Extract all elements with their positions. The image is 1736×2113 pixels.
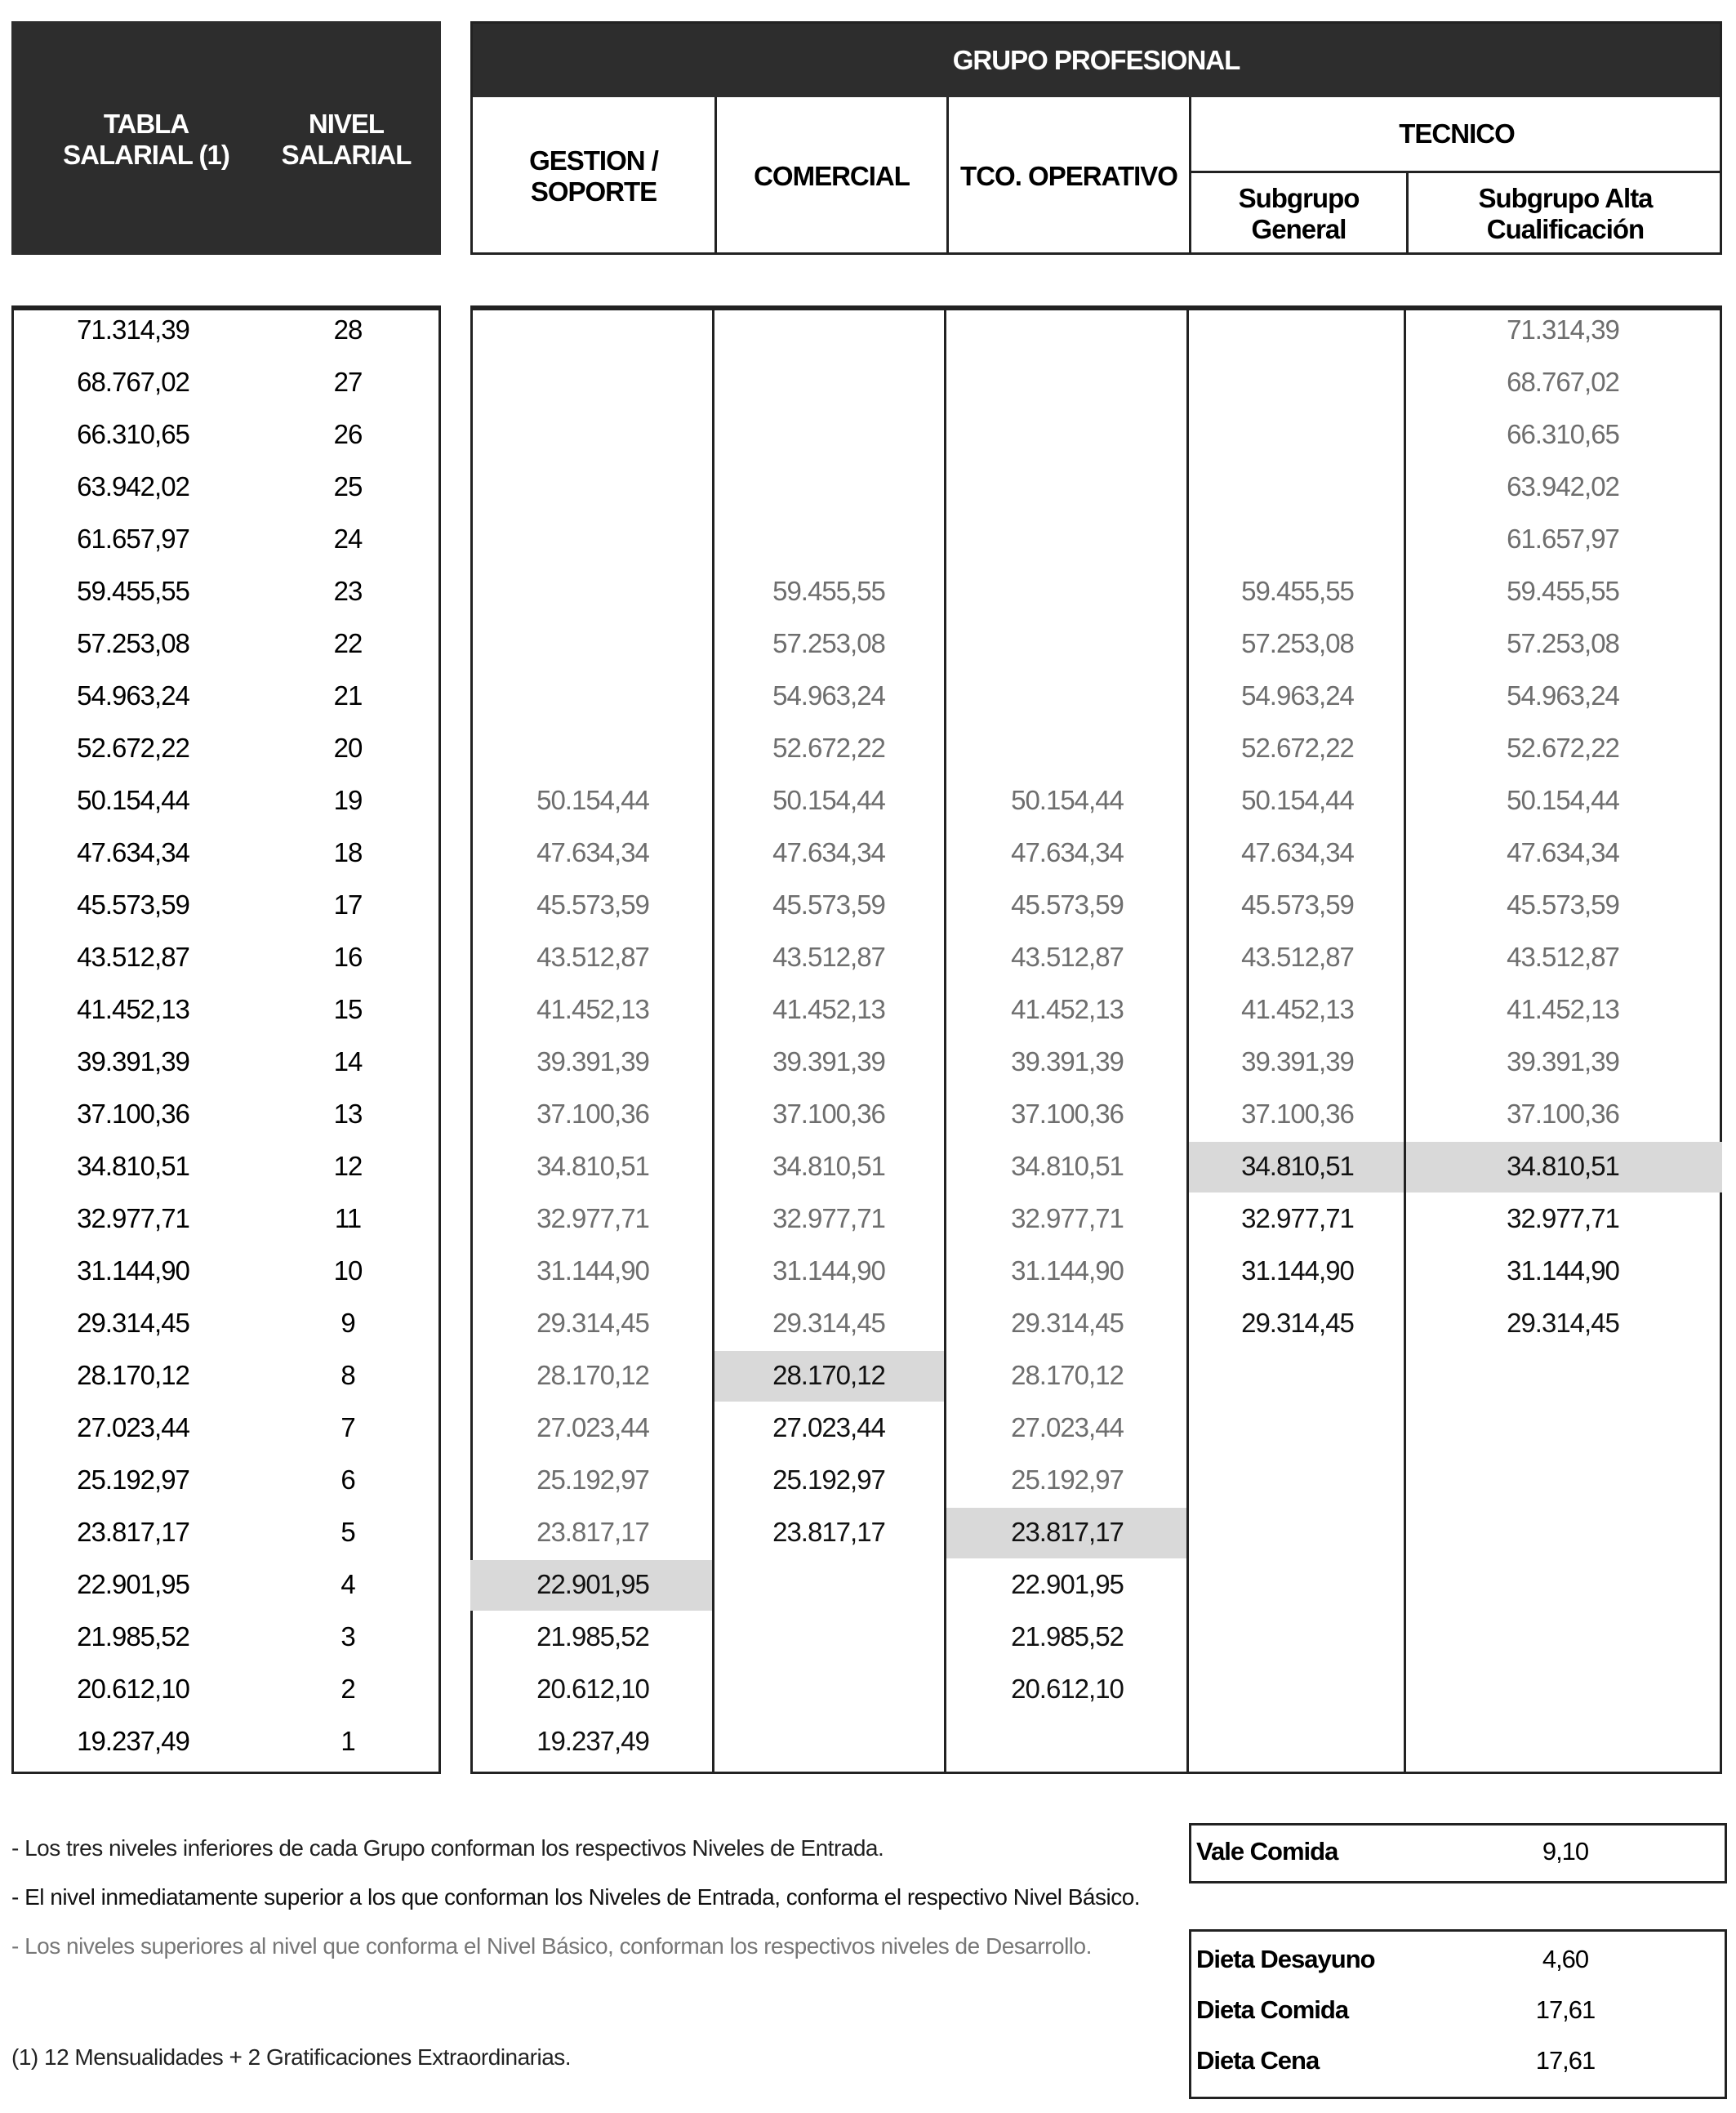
cell-tco-operativo: 47.634,34 bbox=[1011, 837, 1124, 867]
cell-subgrupo-alta: 39.391,39 bbox=[1507, 1046, 1619, 1077]
cell-subgrupo-general: 31.144,90 bbox=[1241, 1255, 1354, 1286]
cell-tabla-salarial: 37.100,36 bbox=[77, 1099, 189, 1129]
cell-subgrupo-general: 47.634,34 bbox=[1241, 837, 1354, 867]
cell-gestion: 41.452,13 bbox=[536, 994, 649, 1024]
dieta-cena-label: Dieta Cena bbox=[1196, 2046, 1320, 2075]
cell-subgrupo-alta bbox=[1457, 1715, 1669, 1768]
cell-nivel-salarial: 4 bbox=[341, 1569, 355, 1599]
cell-comercial: 43.512,87 bbox=[772, 942, 885, 972]
note-entry-levels: - Los tres niveles inferiores de cada Grupo conforman los respectivos Niveles de Entrada. bbox=[11, 1835, 884, 1861]
cell-nivel-salarial: 11 bbox=[334, 1203, 362, 1233]
cell-subgrupo-general bbox=[1191, 1402, 1404, 1454]
cell-subgrupo-general: 41.452,13 bbox=[1241, 994, 1354, 1024]
cell-subgrupo-general bbox=[1191, 513, 1404, 565]
cell-nivel-salarial: 7 bbox=[341, 1412, 355, 1442]
cell-subgrupo-alta: 63.942,02 bbox=[1507, 471, 1619, 502]
cell-subgrupo-alta: 37.100,36 bbox=[1507, 1099, 1619, 1129]
cell-tco-operativo bbox=[961, 513, 1173, 565]
cell-subgrupo-general bbox=[1191, 461, 1404, 513]
cell-tabla-salarial: 57.253,08 bbox=[77, 628, 189, 658]
cell-gestion: 21.985,52 bbox=[536, 1621, 649, 1652]
cell-nivel-salarial: 9 bbox=[341, 1308, 355, 1338]
cell-gestion bbox=[487, 513, 699, 565]
cell-nivel-salarial: 26 bbox=[333, 419, 363, 449]
cell-comercial: 50.154,44 bbox=[772, 785, 885, 815]
cell-comercial bbox=[723, 513, 935, 565]
cell-tabla-salarial: 68.767,02 bbox=[77, 367, 189, 397]
cell-tco-operativo: 50.154,44 bbox=[1011, 785, 1124, 815]
cell-subgrupo-alta: 68.767,02 bbox=[1507, 367, 1619, 397]
cell-tco-operativo: 20.612,10 bbox=[1011, 1674, 1124, 1704]
cell-gestion bbox=[487, 408, 699, 461]
cell-subgrupo-alta bbox=[1457, 1558, 1669, 1611]
cell-tabla-salarial: 59.455,55 bbox=[77, 576, 189, 606]
cell-gestion bbox=[487, 617, 699, 670]
cell-tabla-salarial: 23.817,17 bbox=[77, 1517, 189, 1547]
cell-tabla-salarial: 47.634,34 bbox=[77, 837, 189, 867]
cell-tco-operativo: 29.314,45 bbox=[1011, 1308, 1124, 1338]
cell-tco-operativo: 28.170,12 bbox=[1011, 1360, 1124, 1390]
cell-comercial: 28.170,12 bbox=[772, 1360, 885, 1390]
tabla-salarial-heading: TABLA SALARIAL (1) bbox=[63, 109, 229, 170]
cell-gestion: 22.901,95 bbox=[536, 1569, 649, 1599]
cell-subgrupo-alta bbox=[1457, 1611, 1669, 1663]
grupo-profesional-band bbox=[473, 24, 1720, 97]
cell-comercial: 59.455,55 bbox=[772, 576, 885, 606]
cell-gestion bbox=[487, 722, 699, 774]
cell-tabla-salarial: 29.314,45 bbox=[77, 1308, 189, 1338]
cell-subgrupo-alta: 57.253,08 bbox=[1507, 628, 1619, 658]
cell-tco-operativo: 34.810,51 bbox=[1011, 1151, 1124, 1181]
cell-comercial: 29.314,45 bbox=[772, 1308, 885, 1338]
cell-subgrupo-general bbox=[1191, 408, 1404, 461]
cell-nivel-salarial: 25 bbox=[333, 471, 363, 502]
cell-gestion: 23.817,17 bbox=[536, 1517, 649, 1547]
cell-comercial: 31.144,90 bbox=[772, 1255, 885, 1286]
cell-nivel-salarial: 8 bbox=[341, 1360, 355, 1390]
cell-nivel-salarial: 28 bbox=[333, 314, 363, 345]
cell-tabla-salarial: 25.192,97 bbox=[77, 1464, 189, 1495]
cell-nivel-salarial: 10 bbox=[333, 1255, 363, 1286]
cell-subgrupo-alta: 43.512,87 bbox=[1507, 942, 1619, 972]
cell-subgrupo-alta: 66.310,65 bbox=[1507, 419, 1619, 449]
cell-nivel-salarial: 19 bbox=[333, 785, 363, 815]
cell-comercial: 32.977,71 bbox=[772, 1203, 885, 1233]
cell-comercial: 25.192,97 bbox=[772, 1464, 885, 1495]
note-development-levels: - Los niveles superiores al nivel que conforma el Nivel Básico, conforman los respectivos niveles de Desarrollo. bbox=[11, 1933, 1092, 1959]
cell-nivel-salarial: 21 bbox=[333, 680, 363, 711]
cell-subgrupo-general bbox=[1191, 1349, 1404, 1402]
cell-gestion: 19.237,49 bbox=[536, 1726, 649, 1756]
cell-tabla-salarial: 22.901,95 bbox=[77, 1569, 189, 1599]
cell-nivel-salarial: 22 bbox=[333, 628, 363, 658]
cell-subgrupo-alta: 29.314,45 bbox=[1507, 1308, 1619, 1338]
cell-comercial: 57.253,08 bbox=[772, 628, 885, 658]
cell-comercial: 37.100,36 bbox=[772, 1099, 885, 1129]
cell-subgrupo-general: 34.810,51 bbox=[1241, 1151, 1354, 1181]
cell-subgrupo-general: 37.100,36 bbox=[1241, 1099, 1354, 1129]
cell-subgrupo-general bbox=[1191, 1506, 1404, 1558]
nivel-salarial-heading: NIVEL SALARIAL bbox=[281, 109, 412, 170]
cell-nivel-salarial: 15 bbox=[333, 994, 363, 1024]
tecnico-heading: TECNICO bbox=[1399, 118, 1515, 149]
cell-comercial bbox=[723, 1558, 935, 1611]
cell-nivel-salarial: 5 bbox=[341, 1517, 355, 1547]
cell-tco-operativo bbox=[961, 1715, 1173, 1768]
cell-subgrupo-alta: 41.452,13 bbox=[1507, 994, 1619, 1024]
cell-tabla-salarial: 41.452,13 bbox=[77, 994, 189, 1024]
cell-tco-operativo bbox=[961, 461, 1173, 513]
cell-gestion: 28.170,12 bbox=[536, 1360, 649, 1390]
cell-nivel-salarial: 16 bbox=[333, 942, 363, 972]
cell-tabla-salarial: 50.154,44 bbox=[77, 785, 189, 815]
cell-tco-operativo: 27.023,44 bbox=[1011, 1412, 1124, 1442]
cell-gestion: 50.154,44 bbox=[536, 785, 649, 815]
dieta-comida-value: 17,61 bbox=[1535, 1995, 1596, 2024]
cell-tabla-salarial: 31.144,90 bbox=[77, 1255, 189, 1286]
cell-comercial bbox=[723, 1715, 935, 1768]
cell-subgrupo-general: 54.963,24 bbox=[1241, 680, 1354, 711]
cell-gestion: 45.573,59 bbox=[536, 889, 649, 920]
cell-subgrupo-alta bbox=[1457, 1506, 1669, 1558]
cell-subgrupo-alta: 47.634,34 bbox=[1507, 837, 1619, 867]
cell-comercial bbox=[723, 356, 935, 408]
cell-gestion bbox=[487, 565, 699, 617]
cell-tco-operativo bbox=[961, 565, 1173, 617]
cell-tabla-salarial: 19.237,49 bbox=[77, 1726, 189, 1756]
dieta-comida-label: Dieta Comida bbox=[1196, 1995, 1349, 2024]
cell-nivel-salarial: 1 bbox=[341, 1726, 355, 1756]
dieta-desayuno-value: 4,60 bbox=[1542, 1945, 1589, 1973]
cell-tco-operativo: 37.100,36 bbox=[1011, 1099, 1124, 1129]
cell-subgrupo-general: 57.253,08 bbox=[1241, 628, 1354, 658]
cell-subgrupo-alta: 52.672,22 bbox=[1507, 733, 1619, 763]
cell-gestion: 25.192,97 bbox=[536, 1464, 649, 1495]
cell-subgrupo-general: 45.573,59 bbox=[1241, 889, 1354, 920]
footnote: (1) 12 Mensualidades + 2 Gratificaciones Extraordinarias. bbox=[11, 2044, 572, 2070]
cell-comercial bbox=[723, 461, 935, 513]
cell-subgrupo-general: 52.672,22 bbox=[1241, 733, 1354, 763]
cell-nivel-salarial: 14 bbox=[333, 1046, 363, 1077]
cell-gestion: 37.100,36 bbox=[536, 1099, 649, 1129]
cell-subgrupo-alta bbox=[1457, 1349, 1669, 1402]
cell-subgrupo-alta bbox=[1457, 1454, 1669, 1506]
cell-tco-operativo: 45.573,59 bbox=[1011, 889, 1124, 920]
cell-nivel-salarial: 23 bbox=[333, 576, 363, 606]
cell-gestion bbox=[487, 461, 699, 513]
cell-tabla-salarial: 66.310,65 bbox=[77, 419, 189, 449]
vale-comida-value: 9,10 bbox=[1542, 1837, 1589, 1866]
cell-comercial: 52.672,22 bbox=[772, 733, 885, 763]
cell-comercial: 41.452,13 bbox=[772, 994, 885, 1024]
cell-gestion: 29.314,45 bbox=[536, 1308, 649, 1338]
cell-tabla-salarial: 61.657,97 bbox=[77, 524, 189, 554]
cell-subgrupo-alta bbox=[1457, 1663, 1669, 1715]
cell-tabla-salarial: 20.612,10 bbox=[77, 1674, 189, 1704]
cell-gestion: 39.391,39 bbox=[536, 1046, 649, 1077]
cell-gestion bbox=[487, 670, 699, 722]
cell-comercial bbox=[723, 304, 935, 356]
cell-subgrupo-general: 32.977,71 bbox=[1241, 1203, 1354, 1233]
cell-subgrupo-general bbox=[1191, 1663, 1404, 1715]
cell-nivel-salarial: 3 bbox=[341, 1621, 355, 1652]
cell-gestion: 43.512,87 bbox=[536, 942, 649, 972]
cell-tabla-salarial: 43.512,87 bbox=[77, 942, 189, 972]
cell-tabla-salarial: 45.573,59 bbox=[77, 889, 189, 920]
cell-tco-operativo: 31.144,90 bbox=[1011, 1255, 1124, 1286]
cell-subgrupo-general: 29.314,45 bbox=[1241, 1308, 1354, 1338]
cell-subgrupo-alta: 50.154,44 bbox=[1507, 785, 1619, 815]
cell-tabla-salarial: 52.672,22 bbox=[77, 733, 189, 763]
cell-gestion bbox=[487, 356, 699, 408]
cell-subgrupo-alta: 32.977,71 bbox=[1507, 1203, 1619, 1233]
cell-subgrupo-general bbox=[1191, 1715, 1404, 1768]
cell-tco-operativo: 32.977,71 bbox=[1011, 1203, 1124, 1233]
cell-subgrupo-general: 50.154,44 bbox=[1241, 785, 1354, 815]
cell-tco-operativo bbox=[961, 304, 1173, 356]
cell-nivel-salarial: 24 bbox=[333, 524, 363, 554]
cell-tabla-salarial: 63.942,02 bbox=[77, 471, 189, 502]
cell-comercial: 27.023,44 bbox=[772, 1412, 885, 1442]
cell-subgrupo-alta bbox=[1457, 1402, 1669, 1454]
cell-nivel-salarial: 18 bbox=[333, 837, 363, 867]
cell-tco-operativo: 21.985,52 bbox=[1011, 1621, 1124, 1652]
cell-subgrupo-general bbox=[1191, 1558, 1404, 1611]
cell-tco-operativo bbox=[961, 356, 1173, 408]
cell-tco-operativo bbox=[961, 670, 1173, 722]
cell-gestion: 34.810,51 bbox=[536, 1151, 649, 1181]
cell-subgrupo-general bbox=[1191, 1454, 1404, 1506]
cell-comercial: 47.634,34 bbox=[772, 837, 885, 867]
cell-gestion: 47.634,34 bbox=[536, 837, 649, 867]
cell-tco-operativo: 22.901,95 bbox=[1011, 1569, 1124, 1599]
col-gestion-heading: GESTION / SOPORTE bbox=[529, 145, 658, 207]
grupo-profesional-label: GRUPO PROFESIONAL bbox=[952, 45, 1240, 75]
col-comercial-heading: COMERCIAL bbox=[754, 160, 910, 191]
cell-nivel-salarial: 17 bbox=[333, 889, 363, 920]
dietas-box bbox=[1189, 1929, 1727, 2099]
cell-subgrupo-alta: 59.455,55 bbox=[1507, 576, 1619, 606]
dieta-desayuno-label: Dieta Desayuno bbox=[1196, 1945, 1375, 1973]
cell-comercial bbox=[723, 408, 935, 461]
cell-subgrupo-alta: 61.657,97 bbox=[1507, 524, 1619, 554]
cell-comercial: 54.963,24 bbox=[772, 680, 885, 711]
cell-tabla-salarial: 34.810,51 bbox=[77, 1151, 189, 1181]
vale-comida-box bbox=[1189, 1823, 1727, 1883]
cell-comercial: 45.573,59 bbox=[772, 889, 885, 920]
cell-comercial bbox=[723, 1663, 935, 1715]
cell-gestion: 31.144,90 bbox=[536, 1255, 649, 1286]
cell-tabla-salarial: 71.314,39 bbox=[77, 314, 189, 345]
cell-tco-operativo: 43.512,87 bbox=[1011, 942, 1124, 972]
cell-gestion: 27.023,44 bbox=[536, 1412, 649, 1442]
cell-subgrupo-alta: 71.314,39 bbox=[1507, 314, 1619, 345]
cell-comercial: 39.391,39 bbox=[772, 1046, 885, 1077]
note-basic-level: - El nivel inmediatamente superior a los que conforman los Niveles de Entrada, conforma el respectivo Nivel Básico. bbox=[11, 1884, 1141, 1910]
cell-subgrupo-alta: 34.810,51 bbox=[1507, 1151, 1619, 1181]
vale-comida-label: Vale Comida bbox=[1196, 1837, 1338, 1866]
cell-subgrupo-alta: 54.963,24 bbox=[1507, 680, 1619, 711]
cell-tco-operativo: 23.817,17 bbox=[1011, 1517, 1124, 1547]
col-tco-operativo-heading: TCO. OPERATIVO bbox=[960, 160, 1177, 191]
cell-comercial: 34.810,51 bbox=[772, 1151, 885, 1181]
cell-subgrupo-general bbox=[1191, 1611, 1404, 1663]
cell-nivel-salarial: 2 bbox=[341, 1674, 355, 1704]
cell-tco-operativo: 39.391,39 bbox=[1011, 1046, 1124, 1077]
cell-subgrupo-general bbox=[1191, 304, 1404, 356]
dieta-cena-value: 17,61 bbox=[1535, 2046, 1596, 2075]
left-header bbox=[11, 21, 441, 255]
cell-subgrupo-general: 59.455,55 bbox=[1241, 576, 1354, 606]
cell-comercial: 23.817,17 bbox=[772, 1517, 885, 1547]
cell-tco-operativo bbox=[961, 617, 1173, 670]
cell-subgrupo-general: 39.391,39 bbox=[1241, 1046, 1354, 1077]
cell-tco-operativo bbox=[961, 408, 1173, 461]
cell-tabla-salarial: 27.023,44 bbox=[77, 1412, 189, 1442]
cell-tabla-salarial: 28.170,12 bbox=[77, 1360, 189, 1390]
col-subgrupo-general-heading: Subgrupo General bbox=[1238, 183, 1360, 244]
cell-nivel-salarial: 12 bbox=[333, 1151, 363, 1181]
cell-gestion bbox=[487, 304, 699, 356]
cell-nivel-salarial: 13 bbox=[333, 1099, 363, 1129]
cell-subgrupo-alta: 31.144,90 bbox=[1507, 1255, 1619, 1286]
cell-subgrupo-alta: 45.573,59 bbox=[1507, 889, 1619, 920]
col-subgrupo-alta-heading: Subgrupo Alta Cualificación bbox=[1478, 183, 1653, 244]
cell-tabla-salarial: 32.977,71 bbox=[77, 1203, 189, 1233]
cell-subgrupo-general: 43.512,87 bbox=[1241, 942, 1354, 972]
cell-tabla-salarial: 54.963,24 bbox=[77, 680, 189, 711]
cell-subgrupo-general bbox=[1191, 356, 1404, 408]
cell-tabla-salarial: 21.985,52 bbox=[77, 1621, 189, 1652]
cell-comercial bbox=[723, 1611, 935, 1663]
cell-tco-operativo: 25.192,97 bbox=[1011, 1464, 1124, 1495]
cell-gestion: 32.977,71 bbox=[536, 1203, 649, 1233]
cell-tco-operativo bbox=[961, 722, 1173, 774]
cell-tco-operativo: 41.452,13 bbox=[1011, 994, 1124, 1024]
cell-tabla-salarial: 39.391,39 bbox=[77, 1046, 189, 1077]
cell-gestion: 20.612,10 bbox=[536, 1674, 649, 1704]
cell-nivel-salarial: 27 bbox=[333, 367, 363, 397]
cell-nivel-salarial: 6 bbox=[341, 1464, 355, 1495]
grupo-profesional-header bbox=[470, 21, 1722, 255]
cell-nivel-salarial: 20 bbox=[333, 733, 363, 763]
